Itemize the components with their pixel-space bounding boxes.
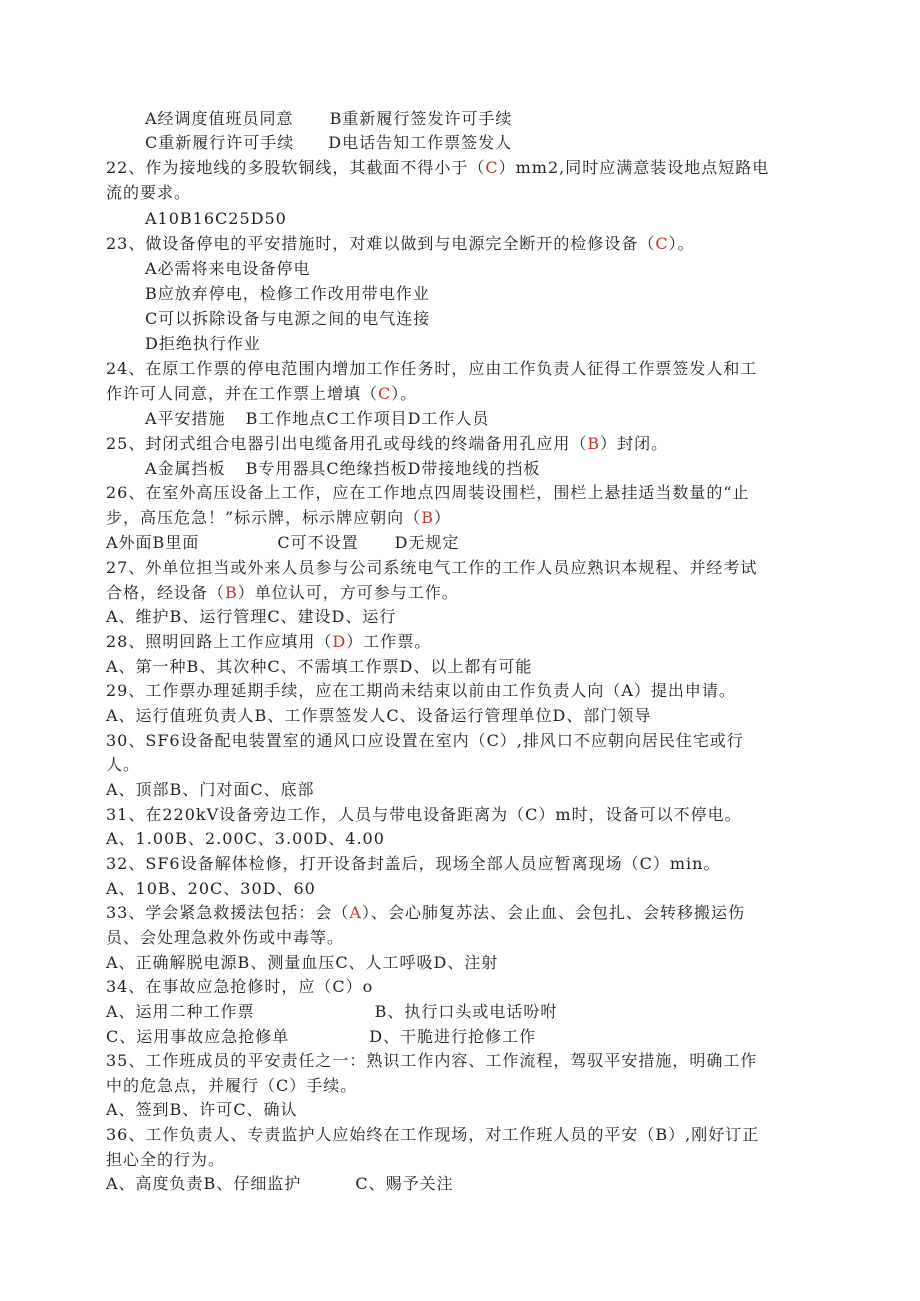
text-line [106,605,396,629]
text-segment: A外面B里面 [106,533,200,552]
text-segment: 32、SF6设备解体检修，打开设备封盖后，现场全部人员应暂离现场（C）min。 [106,854,721,873]
text-line [145,457,540,481]
text-line [106,556,757,580]
text-line [106,531,459,555]
text-line [106,432,668,456]
text-line [106,729,744,753]
text-segment: C可不设置 [277,533,359,552]
text-segment: C、运用事故应急抢修单 [106,1027,290,1046]
text-line [145,332,261,356]
text-segment: 29、工作票办理延期手续，应在工期尚未结束以前由工作负责人向（A）提出申请。 [106,681,736,700]
text-line [106,655,532,679]
text-segment: A、1.00B、2.00C、3.00D、4.00 [106,829,385,848]
text-line [106,1000,557,1024]
text-line [106,679,736,703]
text-line [145,307,430,331]
text-segment: A、签到B、许可C、确认 [106,1100,298,1119]
text-line [106,975,373,999]
text-line [145,257,311,281]
text-segment: 35、工作班成员的平安责任之一：熟识工作内容、工作流程，驾驭平安措施，明确工作 [106,1051,758,1070]
answer-letter: C [485,158,499,177]
text-segment: C重新履行许可手续 [145,133,295,152]
text-line [145,407,489,431]
text-segment: ）。 [668,234,695,253]
answer-letter: B [587,434,601,453]
text-line [106,506,451,530]
text-segment: 人。 [106,755,141,774]
text-segment: 26、在室外高压设备上工作，应在工作地点四周装设围栏，围栏上悬挂适当数量的“止 [106,483,750,502]
text-line [106,877,316,901]
text-segment: ）。 [391,384,418,403]
text-segment: ） [433,508,451,527]
text-segment: C可以拆除设备与电源之间的电气连接 [145,309,431,328]
text-segment: A经调度值班员同意 [145,109,294,128]
text-segment: 23、做设备停电的平安措施时，对难以做到与电源完全断开的检修设备（ [106,234,656,253]
text-segment: A、10B、20C、30D、60 [106,879,316,898]
text-line [106,852,720,876]
text-segment: ）单位认可，方可参与工作。 [237,583,459,602]
text-line [106,1049,757,1073]
text-segment: 作许可人同意，并在工作票上增填（ [106,384,379,403]
text-line [106,753,140,777]
answer-letter: B [421,508,434,527]
text-segment: 合格，经设备（ [106,583,226,602]
text-segment: A、高度负责B、仔细监护 [106,1174,302,1193]
text-segment: 员、会处理急救外伤或中毒等。 [106,928,345,947]
text-line [145,207,287,231]
text-segment: D无规定 [394,533,460,552]
text-segment: A金属挡板 [145,459,226,478]
text-line [106,778,315,802]
text-segment: B专用器具C绝缘挡板D带接地线的挡板 [245,459,541,478]
text-segment: C、赐予关注 [355,1174,454,1193]
text-line [145,131,512,155]
answer-letter: B [225,583,238,602]
text-line [106,926,344,950]
text-segment: 34、在事故应急抢修时，应（C）o [106,977,374,996]
text-line [106,357,757,381]
answer-letter: A [349,903,362,922]
text-segment: A、维护B、运行管理C、建设D、运行 [106,607,397,626]
text-line [106,382,417,406]
text-segment: 流的要求。 [106,183,192,202]
answer-letter: C [655,234,669,253]
text-segment: A、运行值班负责人B、工作票签发人C、设备运行管理单位D、部门领导 [106,706,652,725]
text-line [106,1098,298,1122]
text-segment: ）封闭。 [600,434,669,453]
text-line [106,181,191,205]
text-line [106,951,498,975]
text-segment: ）、会心肺复苏法、会止血、会包扎、会转移搬运伤 [361,903,745,922]
text-line [106,630,431,654]
text-line [106,1074,357,1098]
text-line [106,232,695,256]
text-line [106,901,745,925]
text-segment: A、运用二种工作票 [106,1002,255,1021]
text-segment: 28、照明回路上工作应填用（ [106,632,333,651]
text-segment: 31、在220kV设备旁边工作，人员与带电设备距离为（C）m时，设备可以不停电。 [106,805,742,824]
answer-letter: C [378,384,392,403]
text-segment: B、执行口头或电话吩咐 [374,1002,558,1021]
text-segment: 步，高压危急！”标示牌，标示牌应朝向（ [106,508,422,527]
text-segment: D拒绝执行作业 [145,334,261,353]
text-line [106,704,651,728]
text-segment: 33、学会紧急救援法包括：会（ [106,903,350,922]
text-segment: B重新履行签发许可手续 [329,109,513,128]
text-segment: D、干脆进行抢修工作 [369,1027,537,1046]
text-line [106,581,459,605]
text-line [106,1123,759,1147]
text-segment: 24、在原工作票的停电范围内增加工作任务时，应由工作负责人征得工作票签发人和工 [106,359,758,378]
text-segment: 22、作为接地线的多股软铜线，其截面不得小于（ [106,158,486,177]
text-segment: D电话告知工作票签发人 [328,133,513,152]
text-line [106,803,742,827]
text-line [106,827,385,851]
text-line [106,1025,536,1049]
text-segment: A、第一种B、其次种C、不需填工作票D、以上都有可能 [106,657,533,676]
text-line [106,1172,454,1196]
text-segment: B应放弃停电，检修工作改用带电作业 [145,284,430,303]
text-segment: B工作地点C工作项目D工作人员 [245,409,490,428]
text-segment: 25、封闭式组合电器引出电缆备用孔或母线的终端备用孔应用（ [106,434,588,453]
text-line [145,107,512,131]
text-segment: 36、工作负责人、专责监护人应始终在工作现场，对工作班人员的平安（B）,刚好订正 [106,1125,760,1144]
text-line [106,156,769,180]
text-line [106,481,750,505]
text-segment: 30、SF6设备配电装置室的通风口应设置在室内（C）,排风口不应朝向居民住宅或行 [106,731,744,750]
text-segment: ）工作票。 [346,632,432,651]
text-segment: ）mm2,同时应满意装设地点短路电 [498,158,770,177]
text-segment: A平安措施 [145,409,226,428]
text-segment: 担心全的行为。 [106,1150,226,1169]
text-line [106,1148,225,1172]
answer-letter: D [332,632,347,651]
text-segment: A必需将来电设备停电 [145,259,311,278]
text-segment: A、顶部B、门对面C、底部 [106,780,315,799]
text-segment: A10B16C25D50 [145,209,287,228]
text-line [145,282,430,306]
text-segment: 中的危急点，并履行（C）手续。 [106,1076,358,1095]
text-segment: 27、外单位担当或外来人员参与公司系统电气工作的工作人员应熟识本规程、并经考试 [106,558,758,577]
text-segment: A、正确解脱电源B、测量血压C、人工呼吸D、注射 [106,953,499,972]
